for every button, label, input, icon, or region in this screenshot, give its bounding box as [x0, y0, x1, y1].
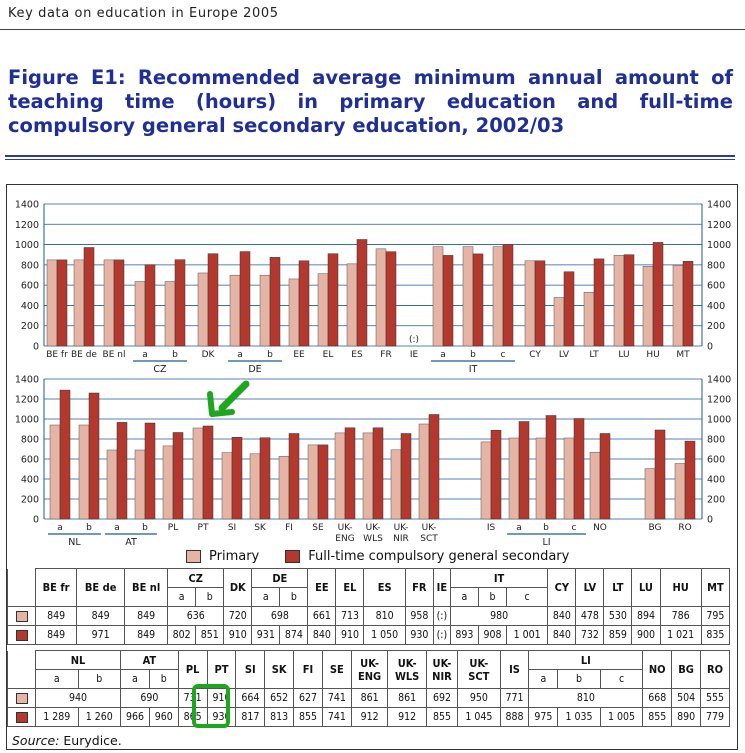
data-table-1 — [7, 568, 730, 645]
table-header-cell: LV — [576, 569, 604, 607]
table-subheader-cell: b — [196, 588, 224, 607]
table-cell-primary: 652 — [265, 689, 294, 708]
x-tick-label: UK- — [421, 523, 437, 533]
table-header-cell: NO — [643, 651, 672, 689]
table-cell-primary: 698 — [252, 607, 308, 626]
table-cell-secondary: 835 — [701, 626, 729, 645]
header-rule — [0, 29, 745, 30]
x-tick-label: LV — [558, 350, 570, 360]
x-tick-label: UK- — [393, 523, 409, 533]
table-cell-secondary: 874 — [280, 626, 308, 645]
table-cell-primary: 692 — [426, 689, 457, 708]
table-cell-secondary: 1 289 — [36, 708, 79, 727]
x-tick-label: EE — [293, 350, 305, 360]
x-tick-label: ES — [351, 350, 363, 360]
table-cell-secondary: 779 — [701, 708, 730, 727]
table-header-cell: LU — [632, 569, 660, 607]
table-header-cell: SI — [236, 651, 265, 689]
table-cell-secondary: 855 — [294, 708, 323, 727]
table-header-cell: IS — [500, 651, 529, 689]
x-tick-label: EL — [322, 350, 334, 360]
table-cell-primary: 530 — [604, 607, 632, 626]
x-tick-label: a — [114, 523, 120, 533]
table-cell-primary: 713 — [336, 607, 364, 626]
x-tick-label: a — [57, 523, 63, 533]
y-tick-label-left: 1200 — [14, 394, 39, 406]
table-cell-secondary: 1 021 — [660, 626, 701, 645]
table-cell-primary: 661 — [308, 607, 336, 626]
table-subheader-cell: c — [600, 670, 643, 689]
y-tick-label-left: 600 — [20, 454, 39, 466]
x-tick-label: SI — [227, 523, 237, 533]
table-cell-primary: 795 — [701, 607, 729, 626]
title-rule-thin — [5, 159, 735, 160]
table-cell-secondary: 849 — [36, 626, 77, 645]
y-tick-label-left: 1000 — [14, 414, 39, 426]
x-tick-label: ENG — [335, 534, 355, 544]
table-cell-secondary: 893 — [450, 626, 478, 645]
data-table-2 — [7, 650, 730, 727]
y-tick-label-right: 200 — [707, 494, 726, 506]
y-tick-label-right: 400 — [707, 300, 726, 312]
x-tick-label: b — [142, 523, 148, 533]
table-header-cell: PT — [207, 651, 236, 689]
y-tick-label-left: 600 — [20, 280, 39, 292]
table-corner — [8, 569, 36, 607]
table-cell-secondary: 966 — [121, 708, 150, 727]
table-cell-primary: 861 — [351, 689, 388, 708]
table-cell-primary: 555 — [701, 689, 730, 708]
table-header-cell: LI — [529, 651, 643, 670]
x-tick-label: UK- — [365, 523, 381, 533]
y-tick-label-left: 200 — [20, 321, 39, 333]
table-cell-secondary: 817 — [236, 708, 265, 727]
table-cell-secondary: 910 — [336, 626, 364, 645]
table-cell-secondary: 741 — [322, 708, 351, 727]
table-cell-secondary: 910 — [224, 626, 252, 645]
y-tick-label-left: 0 — [32, 514, 39, 526]
table-cell-primary: 504 — [672, 689, 701, 708]
table-cell-secondary: 859 — [604, 626, 632, 645]
table-header-cell: RO — [701, 651, 730, 689]
table-header-cell: UK- SCT — [458, 651, 501, 689]
table-cell-secondary: 1 001 — [506, 626, 547, 645]
x-tick-label: LU — [618, 350, 630, 360]
table-header-cell: PL — [178, 651, 207, 689]
legend-label-primary: Primary — [209, 549, 260, 564]
x-tick-label: WLS — [363, 534, 383, 544]
table-cell-primary: 849 — [77, 607, 125, 626]
table-subheader-cell: b — [149, 670, 178, 689]
table-cell-secondary: 855 — [426, 708, 457, 727]
table-header-cell: UK- WLS — [388, 651, 426, 689]
x-tick-label: c — [571, 523, 577, 533]
table-cell-secondary: 851 — [196, 626, 224, 645]
group-label: CZ — [153, 364, 167, 375]
table-cell-primary: 741 — [322, 689, 351, 708]
y-tick-label-left: 400 — [20, 300, 39, 312]
y-tick-label-right: 1400 — [707, 199, 732, 211]
x-tick-label: BG — [648, 523, 662, 533]
x-tick-label: LT — [589, 350, 599, 360]
table-header-cell: EE — [308, 569, 336, 607]
table-subheader-cell: b — [478, 588, 506, 607]
x-tick-label: SE — [312, 523, 324, 533]
table-cell-secondary: 732 — [576, 626, 604, 645]
table-header-cell: BE de — [77, 569, 125, 607]
table-header-cell: ES — [364, 569, 405, 607]
y-tick-label-left: 1200 — [14, 219, 39, 231]
table-header-cell: AT — [121, 651, 179, 670]
x-tick-label: a — [440, 350, 446, 360]
row-key-primary — [8, 689, 36, 708]
source-label: Source: — [12, 733, 60, 748]
table-cell-secondary: 840 — [548, 626, 576, 645]
table-header-cell: FR — [405, 569, 433, 607]
x-tick-label: IS — [486, 523, 496, 533]
legend — [186, 549, 569, 564]
table-subheader-cell: a — [529, 670, 558, 689]
y-tick-label-right: 0 — [707, 341, 714, 353]
table-cell-primary: 849 — [36, 607, 77, 626]
table-cell-primary: 478 — [576, 607, 604, 626]
table-cell-secondary: 1 045 — [458, 708, 501, 727]
y-tick-label-left: 1400 — [14, 199, 39, 211]
source-text: Eurydice. — [63, 733, 122, 748]
table-header-cell: CZ — [168, 569, 224, 588]
x-tick-label: NIR — [393, 534, 409, 544]
table-header-cell: MT — [701, 569, 729, 607]
x-tick-label: b — [543, 523, 549, 533]
x-tick-label: FR — [380, 350, 392, 360]
table-cell-secondary: 802 — [168, 626, 196, 645]
table-cell-primary: 958 — [405, 607, 433, 626]
table-cell-primary: 810 — [529, 689, 643, 708]
x-tick-label: c — [500, 350, 506, 360]
table-header-cell: FI — [294, 651, 323, 689]
table-subheader-cell: c — [506, 588, 547, 607]
y-tick-label-right: 800 — [707, 260, 726, 272]
table-cell-secondary: 930 — [405, 626, 433, 645]
y-tick-label-right: 800 — [707, 434, 726, 446]
table-cell-secondary: 960 — [149, 708, 178, 727]
x-tick-label: a — [142, 350, 148, 360]
table-cell-secondary: 888 — [500, 708, 529, 727]
table-cell-primary: 861 — [388, 689, 426, 708]
y-tick-label-right: 600 — [707, 454, 726, 466]
y-tick-label-left: 1000 — [14, 240, 39, 252]
table-cell-primary: 690 — [121, 689, 179, 708]
y-tick-label-right: 0 — [707, 514, 714, 526]
table-cell-primary: 664 — [236, 689, 265, 708]
x-tick-label: b — [86, 523, 92, 533]
figure-title: Figure E1: Recommended average minimum annual amount of teaching time (hours) in primary education and full-time compulsory general secondary education, 2002/03 — [8, 66, 733, 137]
table-header-cell: UK- NIR — [426, 651, 457, 689]
table-cell-secondary: 912 — [388, 708, 426, 727]
table-cell-secondary: 865 — [178, 708, 207, 727]
x-tick-label: BE fr — [46, 350, 68, 360]
table-cell-primary: 980 — [450, 607, 547, 626]
y-tick-label-right: 1000 — [707, 240, 732, 252]
table-header-cell: NL — [36, 651, 121, 670]
table-cell-secondary: 930 — [207, 708, 236, 727]
x-tick-label: IE — [409, 350, 419, 360]
x-tick-label: RO — [678, 523, 692, 533]
table-cell-primary: 786 — [660, 607, 701, 626]
x-tick-label: SCT — [420, 534, 438, 544]
group-label: LI — [542, 537, 551, 548]
source-note — [12, 733, 122, 748]
table-header-cell: BG — [672, 651, 701, 689]
table-cell-secondary: 1 260 — [78, 708, 121, 727]
table-cell-secondary: 849 — [125, 626, 168, 645]
table-header-cell: BE fr — [36, 569, 77, 607]
table-cell-secondary: 1 035 — [558, 708, 601, 727]
y-tick-label-right: 400 — [707, 474, 726, 486]
table-cell-primary: (:) — [433, 607, 450, 626]
table-cell-secondary: 971 — [77, 626, 125, 645]
table-header-cell: HU — [660, 569, 701, 607]
table-cell-primary: 840 — [548, 607, 576, 626]
row-key-primary — [8, 607, 36, 626]
page-header: Key data on education in Europe 2005 — [8, 6, 279, 21]
y-tick-label-left: 200 — [20, 494, 39, 506]
x-tick-label: b — [267, 350, 273, 360]
table-header-cell: BE nl — [125, 569, 168, 607]
table-cell-primary: 940 — [36, 689, 121, 708]
table-cell-primary: 849 — [125, 607, 168, 626]
table-cell-secondary: 900 — [632, 626, 660, 645]
table-cell-secondary: 931 — [252, 626, 280, 645]
table-header-cell: IT — [450, 569, 547, 588]
group-label: DE — [248, 364, 262, 375]
group-label: NL — [68, 537, 81, 548]
x-tick-label: FI — [285, 523, 293, 533]
table-subheader-cell: b — [78, 670, 121, 689]
table-cell-primary: 894 — [632, 607, 660, 626]
x-tick-label: BE nl — [102, 350, 126, 360]
table-subheader-cell: a — [450, 588, 478, 607]
y-tick-label-right: 1200 — [707, 394, 732, 406]
table-header-cell: SE — [322, 651, 351, 689]
table-cell-primary: 771 — [500, 689, 529, 708]
y-tick-label-left: 400 — [20, 474, 39, 486]
table-header-cell: LT — [604, 569, 632, 607]
group-label: AT — [125, 537, 137, 548]
table-header-cell: EL — [336, 569, 364, 607]
x-tick-label: a — [516, 523, 522, 533]
y-tick-label-right: 1200 — [707, 219, 732, 231]
y-tick-label-left: 800 — [20, 260, 39, 272]
group-label: IT — [468, 364, 478, 375]
y-tick-label-left: 800 — [20, 434, 39, 446]
table-subheader-cell: b — [280, 588, 308, 607]
table-cell-secondary: 890 — [672, 708, 701, 727]
table-subheader-cell: a — [121, 670, 150, 689]
x-tick-label: NO — [593, 523, 607, 533]
table-cell-secondary: 1 050 — [364, 626, 405, 645]
table-corner — [8, 651, 36, 689]
table-cell-primary: 668 — [643, 689, 672, 708]
y-tick-label-right: 600 — [707, 280, 726, 292]
table-cell-primary: 950 — [458, 689, 501, 708]
table-cell-secondary: 840 — [308, 626, 336, 645]
table-cell-primary: 910 — [207, 689, 236, 708]
table-header-cell: IE — [433, 569, 450, 607]
table-subheader-cell: a — [36, 670, 79, 689]
table-cell-primary: 636 — [168, 607, 224, 626]
table-header-cell: DK — [224, 569, 252, 607]
table-subheader-cell: b — [558, 670, 601, 689]
x-tick-label: b — [172, 350, 178, 360]
table-cell-primary: 731 — [178, 689, 207, 708]
x-tick-label: a — [237, 350, 243, 360]
y-tick-label-right: 200 — [707, 321, 726, 333]
legend-swatch-primary — [186, 550, 201, 563]
legend-swatch-secondary — [285, 550, 300, 563]
x-tick-label: DK — [201, 350, 215, 360]
x-tick-label: BE de — [71, 350, 97, 360]
row-key-secondary — [8, 708, 36, 727]
table-cell-secondary: 855 — [643, 708, 672, 727]
x-tick-label: CY — [529, 350, 541, 360]
x-tick-label: PT — [197, 523, 209, 533]
table-cell-secondary: 908 — [478, 626, 506, 645]
x-tick-label: UK- — [337, 523, 353, 533]
table-cell-secondary: 975 — [529, 708, 558, 727]
table-cell-primary: 810 — [364, 607, 405, 626]
x-tick-label: b — [470, 350, 476, 360]
table-cell-secondary: (:) — [433, 626, 450, 645]
table-cell-primary: 627 — [294, 689, 323, 708]
table-cell-secondary: 912 — [351, 708, 388, 727]
table-header-cell: SK — [265, 651, 294, 689]
table-header-cell: DE — [252, 569, 308, 588]
x-tick-label: MT — [676, 350, 690, 360]
table-cell-secondary: 813 — [265, 708, 294, 727]
table-cell-secondary: 1 005 — [600, 708, 643, 727]
table-header-cell: UK- ENG — [351, 651, 388, 689]
table-header-cell: CY — [548, 569, 576, 607]
ie-missing-mark: (:) — [408, 335, 420, 345]
y-tick-label-right: 1400 — [707, 374, 732, 386]
x-tick-label: SK — [254, 523, 266, 533]
table-subheader-cell: a — [168, 588, 196, 607]
x-tick-label: PL — [167, 523, 179, 533]
y-tick-label-right: 1000 — [707, 414, 732, 426]
table-subheader-cell: a — [252, 588, 280, 607]
title-rule-thick — [5, 155, 735, 157]
x-tick-label: HU — [646, 350, 660, 360]
table-cell-primary: 720 — [224, 607, 252, 626]
y-tick-label-left: 1400 — [14, 374, 39, 386]
row-key-secondary — [8, 626, 36, 645]
legend-label-secondary: Full-time compulsory general secondary — [308, 549, 570, 564]
y-tick-label-left: 0 — [32, 341, 39, 353]
